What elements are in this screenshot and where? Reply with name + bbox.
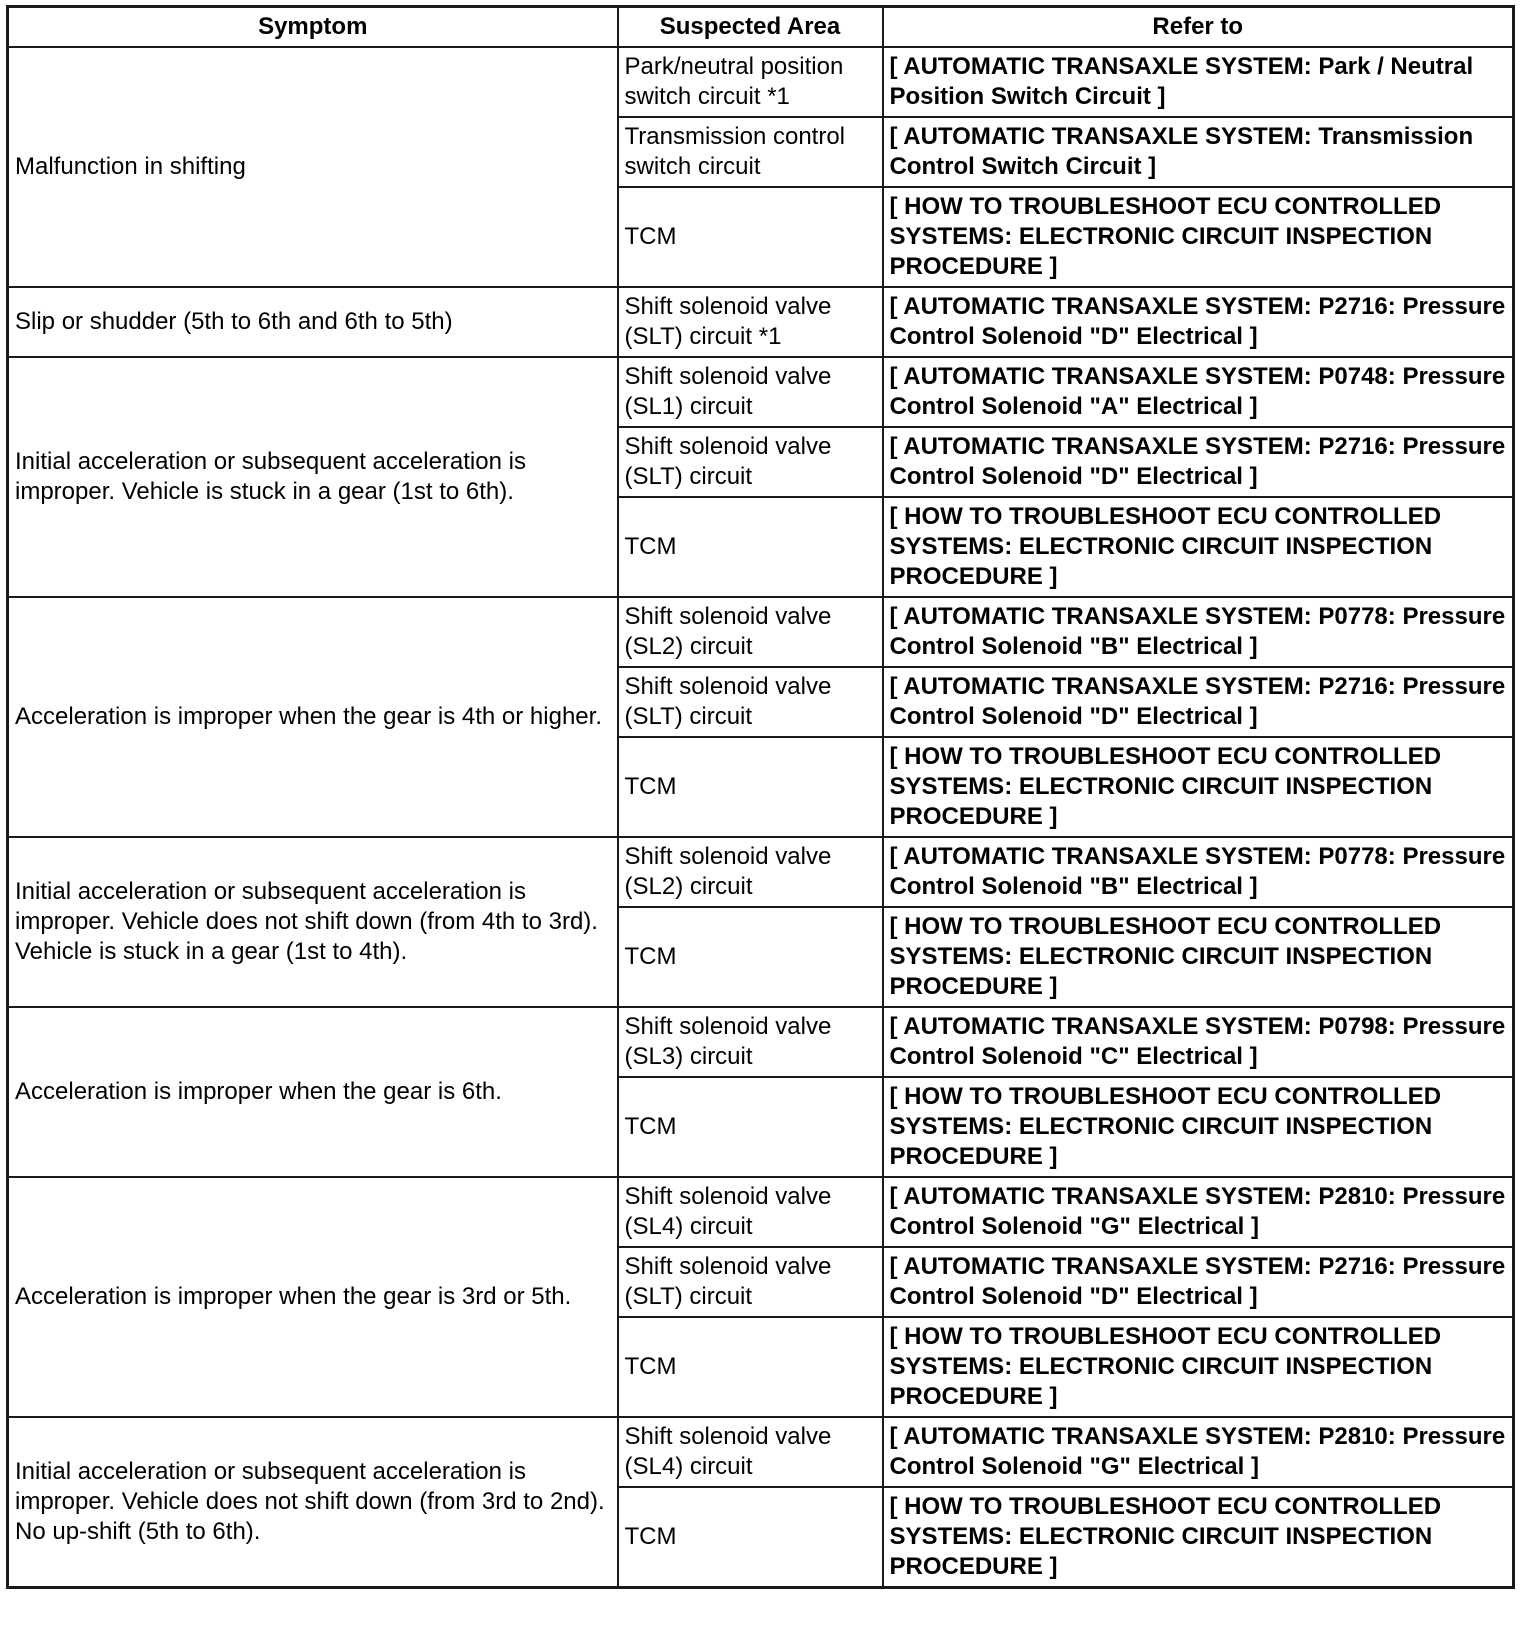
refer-to-cell: [ AUTOMATIC TRANSAXLE SYSTEM: P2716: Pressure Control Solenoid "D" Electrical ] — [883, 667, 1514, 737]
suspected-area-cell: Shift solenoid valve (SLT) circuit — [618, 427, 883, 497]
suspected-area-cell: Transmission control switch circuit — [618, 117, 883, 187]
symptom-cell: Acceleration is improper when the gear is 4th or higher. — [8, 597, 618, 837]
header-symptom: Symptom — [8, 7, 618, 48]
suspected-area-cell: Park/neutral position switch circuit *1 — [618, 47, 883, 117]
suspected-area-cell: Shift solenoid valve (SL2) circuit — [618, 597, 883, 667]
refer-to-cell: [ AUTOMATIC TRANSAXLE SYSTEM: P0778: Pressure Control Solenoid "B" Electrical ] — [883, 837, 1514, 907]
suspected-area-cell: Shift solenoid valve (SLT) circuit — [618, 1247, 883, 1317]
refer-to-cell: [ HOW TO TROUBLESHOOT ECU CONTROLLED SYSTEMS: ELECTRONIC CIRCUIT INSPECTION PROCEDURE ] — [883, 1077, 1514, 1177]
table-row — [8, 47, 1514, 117]
refer-to-cell: [ AUTOMATIC TRANSAXLE SYSTEM: P2716: Pressure Control Solenoid "D" Electrical ] — [883, 427, 1514, 497]
symptom-cell: Malfunction in shifting — [8, 47, 618, 287]
suspected-area-cell: Shift solenoid valve (SL1) circuit — [618, 357, 883, 427]
table-header — [8, 7, 1514, 48]
symptom-cell: Initial acceleration or subsequent acceleration is improper. Vehicle is stuck in a gear (1st to 6th). — [8, 357, 618, 597]
suspected-area-cell: Shift solenoid valve (SL2) circuit — [618, 837, 883, 907]
refer-to-cell: [ AUTOMATIC TRANSAXLE SYSTEM: P0798: Pressure Control Solenoid "C" Electrical ] — [883, 1007, 1514, 1077]
symptom-cell: Acceleration is improper when the gear is 6th. — [8, 1007, 618, 1177]
table-row — [8, 287, 1514, 357]
header-row — [8, 7, 1514, 48]
table-row — [8, 357, 1514, 427]
suspected-area-cell: Shift solenoid valve (SLT) circuit — [618, 667, 883, 737]
table-row — [8, 1007, 1514, 1077]
refer-to-cell: [ HOW TO TROUBLESHOOT ECU CONTROLLED SYSTEMS: ELECTRONIC CIRCUIT INSPECTION PROCEDURE ] — [883, 907, 1514, 1007]
symptom-cell: Initial acceleration or subsequent acceleration is improper. Vehicle does not shift down (from 3rd to 2nd). No up-shift (5th to 6th). — [8, 1417, 618, 1588]
header-suspected-area: Suspected Area — [618, 7, 883, 48]
troubleshooting-table — [6, 5, 1515, 1589]
refer-to-cell: [ AUTOMATIC TRANSAXLE SYSTEM: P0748: Pressure Control Solenoid "A" Electrical ] — [883, 357, 1514, 427]
refer-to-cell: [ AUTOMATIC TRANSAXLE SYSTEM: P0778: Pressure Control Solenoid "B" Electrical ] — [883, 597, 1514, 667]
refer-to-cell: [ HOW TO TROUBLESHOOT ECU CONTROLLED SYSTEMS: ELECTRONIC CIRCUIT INSPECTION PROCEDURE ] — [883, 1317, 1514, 1417]
suspected-area-cell: Shift solenoid valve (SL4) circuit — [618, 1177, 883, 1247]
symptom-cell: Acceleration is improper when the gear is 3rd or 5th. — [8, 1177, 618, 1417]
suspected-area-cell: TCM — [618, 907, 883, 1007]
refer-to-cell: [ HOW TO TROUBLESHOOT ECU CONTROLLED SYSTEMS: ELECTRONIC CIRCUIT INSPECTION PROCEDURE ] — [883, 737, 1514, 837]
suspected-area-cell: Shift solenoid valve (SL4) circuit — [618, 1417, 883, 1487]
suspected-area-cell: TCM — [618, 1487, 883, 1588]
refer-to-cell: [ AUTOMATIC TRANSAXLE SYSTEM: P2810: Pressure Control Solenoid "G" Electrical ] — [883, 1417, 1514, 1487]
refer-to-cell: [ HOW TO TROUBLESHOOT ECU CONTROLLED SYSTEMS: ELECTRONIC CIRCUIT INSPECTION PROCEDURE ] — [883, 497, 1514, 597]
refer-to-cell: [ AUTOMATIC TRANSAXLE SYSTEM: P2716: Pressure Control Solenoid "D" Electrical ] — [883, 287, 1514, 357]
table-row — [8, 1417, 1514, 1487]
table-row — [8, 597, 1514, 667]
table-row — [8, 1177, 1514, 1247]
refer-to-cell: [ HOW TO TROUBLESHOOT ECU CONTROLLED SYSTEMS: ELECTRONIC CIRCUIT INSPECTION PROCEDURE ] — [883, 187, 1514, 287]
refer-to-cell: [ AUTOMATIC TRANSAXLE SYSTEM: Transmission Control Switch Circuit ] — [883, 117, 1514, 187]
refer-to-cell: [ AUTOMATIC TRANSAXLE SYSTEM: P2810: Pressure Control Solenoid "G" Electrical ] — [883, 1177, 1514, 1247]
refer-to-cell: [ HOW TO TROUBLESHOOT ECU CONTROLLED SYSTEMS: ELECTRONIC CIRCUIT INSPECTION PROCEDURE ] — [883, 1487, 1514, 1588]
suspected-area-cell: Shift solenoid valve (SLT) circuit *1 — [618, 287, 883, 357]
symptom-cell: Slip or shudder (5th to 6th and 6th to 5th) — [8, 287, 618, 357]
table-row — [8, 837, 1514, 907]
suspected-area-cell: TCM — [618, 1317, 883, 1417]
header-refer-to: Refer to — [883, 7, 1514, 48]
table-body — [8, 47, 1514, 1588]
suspected-area-cell: TCM — [618, 497, 883, 597]
suspected-area-cell: Shift solenoid valve (SL3) circuit — [618, 1007, 883, 1077]
suspected-area-cell: TCM — [618, 737, 883, 837]
refer-to-cell: [ AUTOMATIC TRANSAXLE SYSTEM: P2716: Pressure Control Solenoid "D" Electrical ] — [883, 1247, 1514, 1317]
refer-to-cell: [ AUTOMATIC TRANSAXLE SYSTEM: Park / Neutral Position Switch Circuit ] — [883, 47, 1514, 117]
suspected-area-cell: TCM — [618, 1077, 883, 1177]
symptom-cell: Initial acceleration or subsequent acceleration is improper. Vehicle does not shift down (from 4th to 3rd). Vehicle is stuck in a gear (1st to 4th). — [8, 837, 618, 1007]
suspected-area-cell: TCM — [618, 187, 883, 287]
